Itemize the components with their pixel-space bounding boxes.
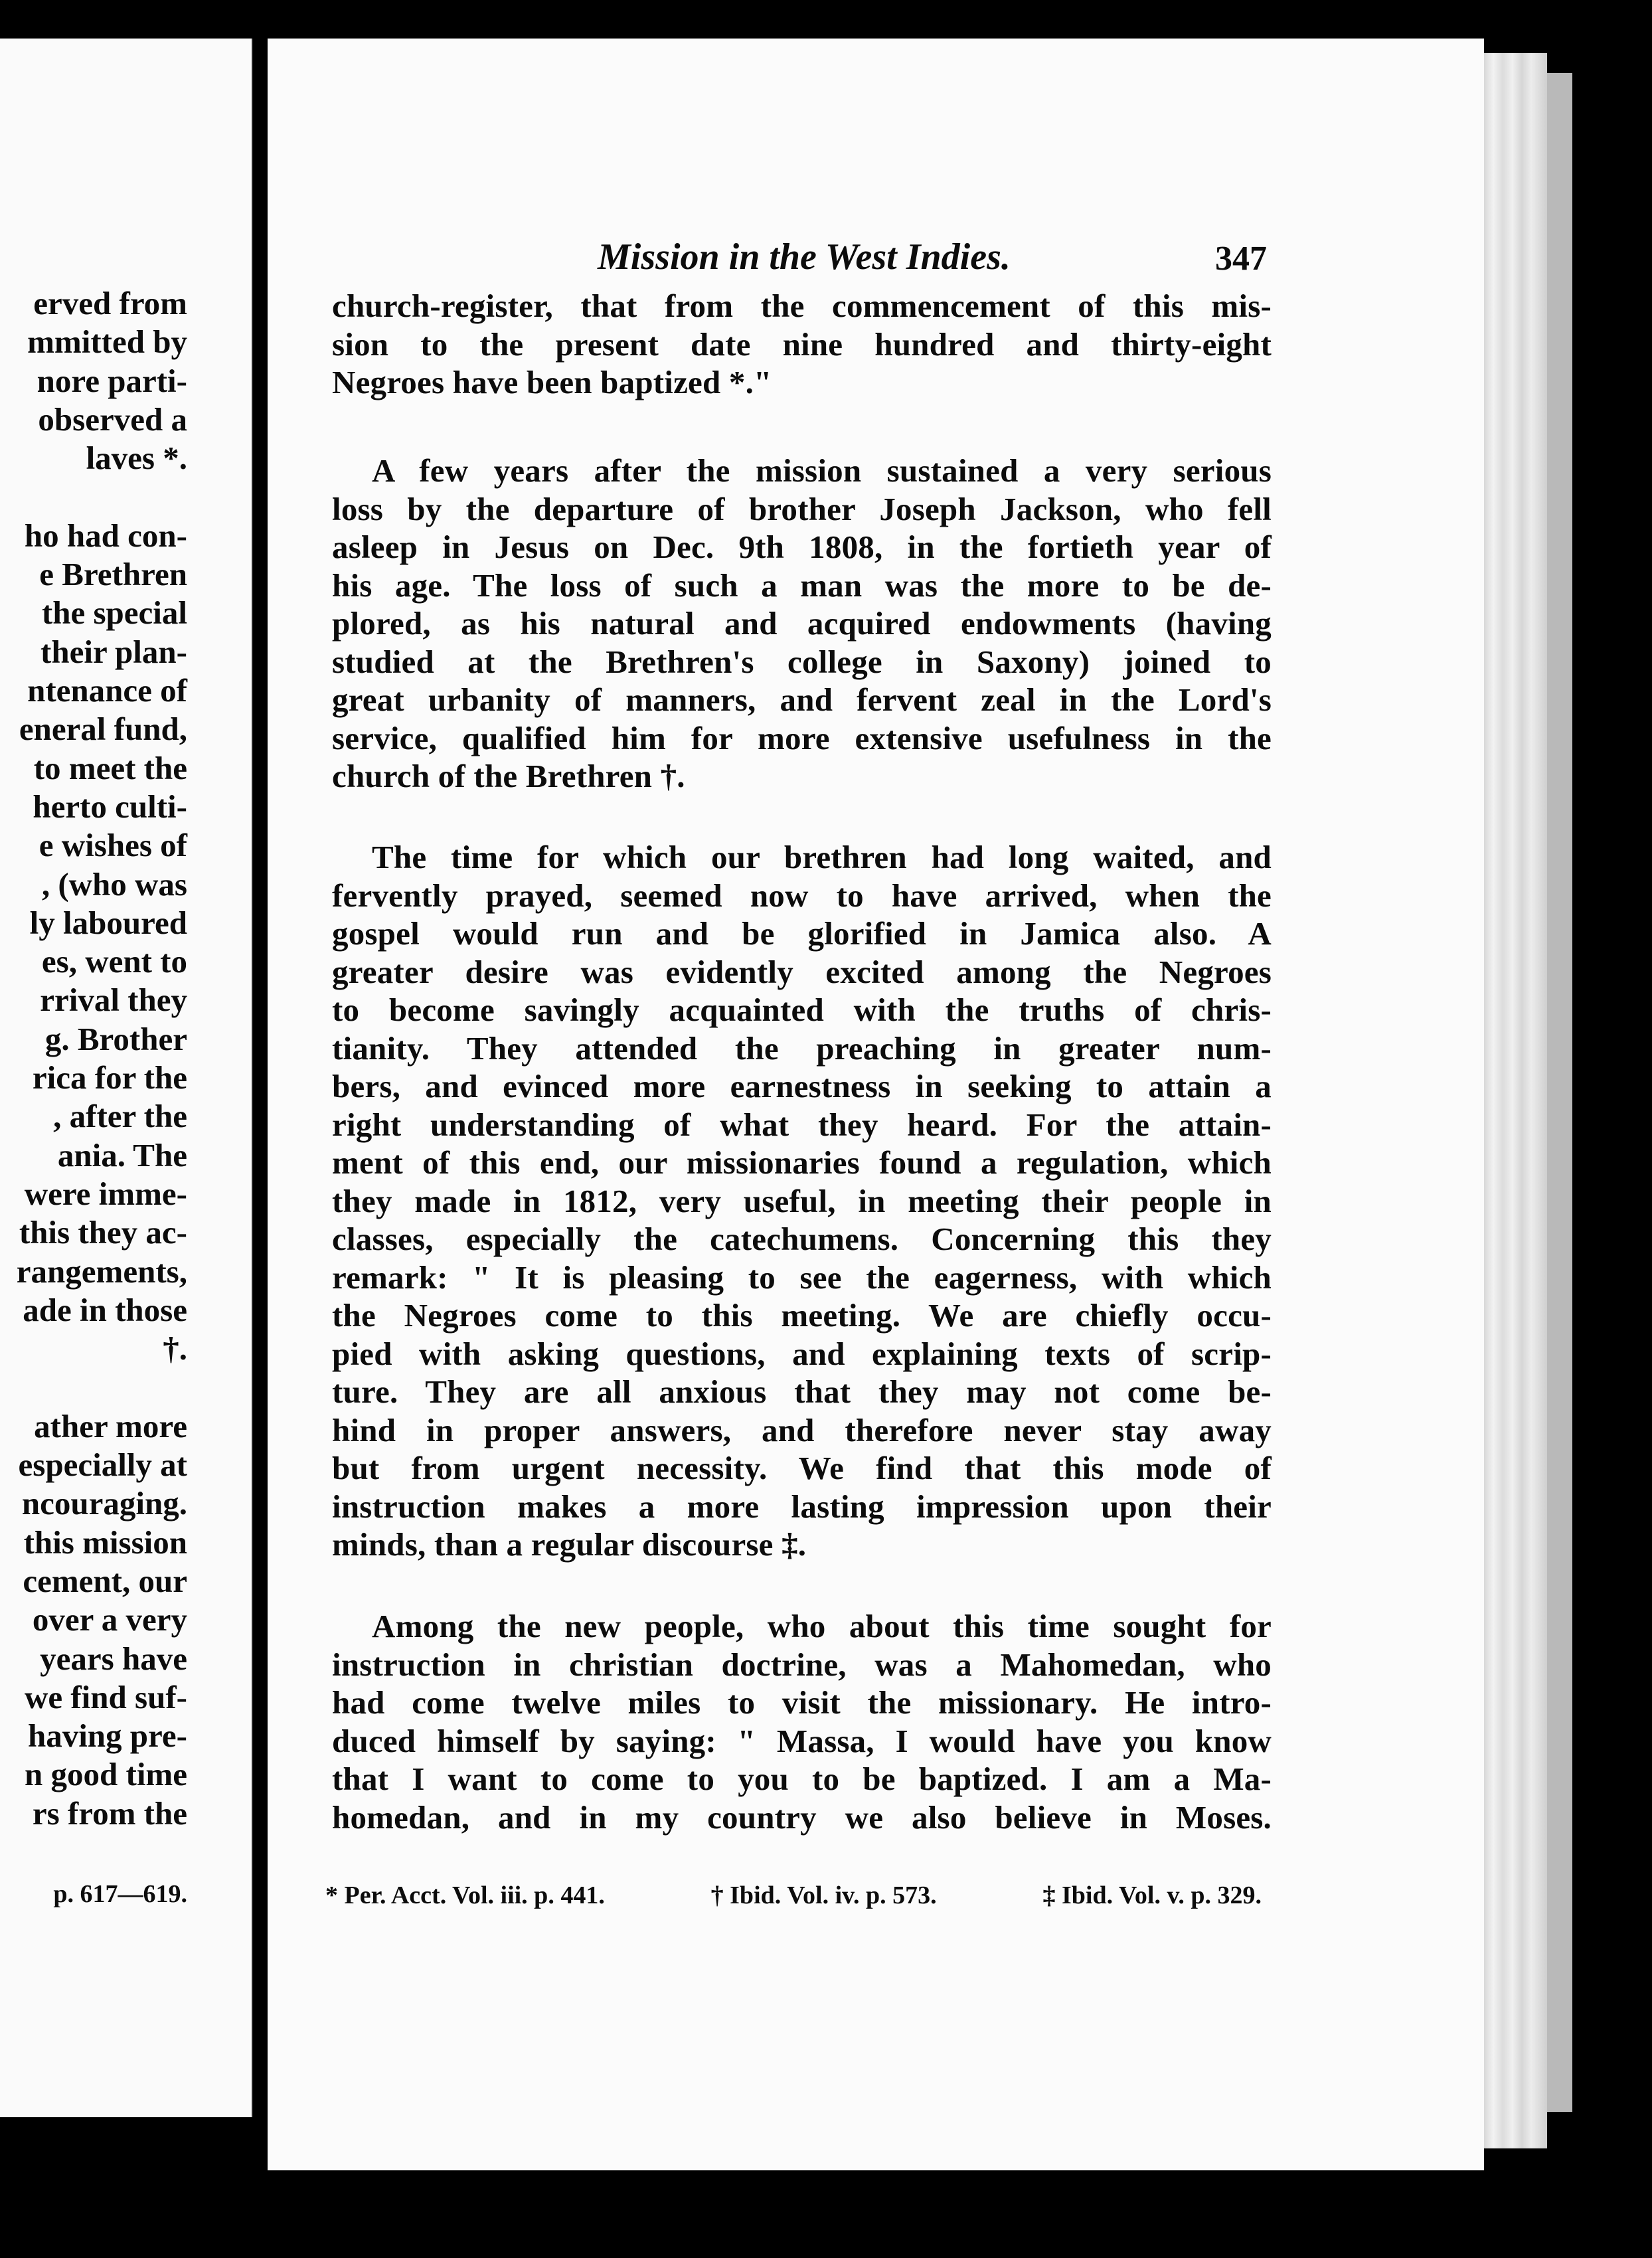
left-page-line: over a very [32, 1601, 187, 1638]
left-page-line: the special [41, 594, 187, 632]
left-page-line: nore parti- [37, 362, 187, 399]
text-line: The time for which our brethren had long waited, and [372, 839, 1272, 875]
left-page-line: we find suf- [24, 1678, 187, 1715]
left-page-line: n good time [25, 1756, 187, 1793]
text-line: sion to the present date nine hundred and thirty-eight [332, 325, 1272, 363]
text-line: loss by the departure of brother Joseph Jackson, who fell [332, 490, 1272, 527]
left-page-line: ho had con- [24, 517, 187, 554]
text-line: classes, especially the catechumens. Concerning this they [332, 1221, 1272, 1257]
left-page-line: ania. The [57, 1136, 187, 1173]
text-line: ture. They are all anxious that they may not come be- [332, 1373, 1272, 1410]
text-line: tianity. They attended the preaching in greater num- [332, 1029, 1272, 1067]
left-page-line: observed a [38, 400, 187, 438]
text-line: homedan, and in my country we also believe in Moses. [332, 1798, 1272, 1836]
left-page-line: g. Brother [44, 1020, 187, 1057]
left-page-line: rs from the [32, 1794, 187, 1832]
text-line: but from urgent necessity. We find that this mode of [332, 1450, 1272, 1486]
text-line: studied at the Brethren's college in Saxony) joined to [332, 643, 1272, 680]
text-line: church-register, that from the commencement of this mis- [332, 288, 1272, 324]
left-page-line: es, went to [41, 943, 187, 980]
left-page-line: cement, our [23, 1562, 187, 1599]
text-line: ment of this end, our missionaries found a regulation, which [332, 1144, 1272, 1181]
left-page-line: having pre- [27, 1717, 187, 1755]
text-line: pied with asking questions, and explaining texts of scrip- [332, 1335, 1272, 1372]
left-page-line: rangements, [16, 1253, 187, 1290]
left-page-line: to meet the [33, 749, 187, 786]
text-line: service, qualified him for more extensive usefulness in the [332, 719, 1272, 756]
text-line: they made in 1812, very useful, in meeting their people in [332, 1182, 1272, 1219]
text-line: right understanding of what they heard. For the attain- [332, 1106, 1272, 1143]
running-title: Mission in the West Indies. [598, 236, 1011, 278]
left-page-line: e wishes of [39, 827, 187, 864]
text-line: duced himself by saying: " Massa, I would have you know [332, 1722, 1272, 1759]
left-page-line: erved from [33, 285, 187, 321]
left-page-line: , after the [53, 1098, 187, 1135]
left-page-line: especially at [18, 1446, 187, 1483]
text-line: plored, as his natural and acquired endowments (having [332, 605, 1272, 642]
text-line: minds, than a regular discourse ‡. [332, 1526, 807, 1563]
left-page-line: herto culti- [33, 788, 187, 825]
text-line: bers, and evinced more earnestness in seeking to attain a [332, 1068, 1272, 1104]
left-page-line: years have [40, 1640, 187, 1677]
footnote: † Ibid. Vol. iv. p. 573. [710, 1881, 937, 1909]
paragraph-1 [332, 287, 1272, 402]
text-line: remark: " It is pleasing to see the eagerness, with which [332, 1259, 1272, 1296]
paragraph-2 [332, 452, 1272, 796]
paragraph-4 [332, 1607, 1272, 1836]
left-page-line: e Brethren [39, 556, 187, 593]
left-page-line: their plan- [41, 633, 187, 670]
text-line: Among the new people, who about this time sought for [372, 1608, 1272, 1644]
text-line: A few years after the mission sustained a very serious [372, 452, 1272, 489]
text-line: to become savingly acquainted with the truths of chris- [332, 992, 1272, 1028]
page-edges [1484, 53, 1547, 2148]
left-page-line: , (who was [41, 865, 187, 903]
text-line: hind in proper answers, and therefore never stay away [332, 1411, 1272, 1448]
text-line: church of the Brethren †. [332, 758, 685, 794]
left-page-line: ather more [34, 1407, 187, 1444]
left-page-line: this mission [23, 1523, 187, 1561]
book-edge [1547, 73, 1572, 2112]
page-number: 347 [1215, 240, 1267, 278]
left-page-line: ncouraging. [21, 1485, 187, 1522]
text-line: instruction makes a more lasting impression upon their [332, 1488, 1272, 1525]
left-page-line: laves *. [86, 440, 187, 477]
left-page-line: this they ac- [19, 1214, 187, 1251]
text-line: gospel would run and be glorified in Jamica also. A [332, 915, 1272, 952]
left-page-line: were imme- [24, 1175, 187, 1212]
text-line: instruction in christian doctrine, was a Mahomedan, who [332, 1646, 1272, 1683]
left-page-line: ly laboured [29, 904, 187, 941]
footnote: ‡ Ibid. Vol. v. p. 329. [1042, 1881, 1262, 1909]
left-page-line: †. [163, 1330, 187, 1367]
text-line: greater desire was evidently excited among the Negroes [332, 953, 1272, 990]
footnotes [325, 1881, 1262, 1910]
text-line: that I want to come to you to be baptized. I am a Ma- [332, 1761, 1272, 1797]
left-page-line: eneral fund, [19, 711, 187, 748]
left-page-line: ntenance of [27, 672, 187, 709]
paragraph-3 [332, 838, 1272, 1564]
left-page-footnote: p. 617—619. [53, 1880, 187, 1908]
text-line: fervently prayed, seemed now to have arrived, when the [332, 877, 1272, 914]
text-line: the Negroes come to this meeting. We are chiefly occu- [332, 1297, 1272, 1334]
left-page-line: mmitted by [27, 323, 187, 361]
text-line: had come twelve miles to visit the missionary. He intro- [332, 1684, 1272, 1721]
text-line: great urbanity of manners, and fervent zeal in the Lord's [332, 681, 1272, 718]
text-line: asleep in Jesus on Dec. 9th 1808, in the fortieth year of [332, 529, 1272, 565]
left-page-line: rica for the [32, 1059, 187, 1096]
text-line: his age. The loss of such a man was the more to be de- [332, 566, 1272, 604]
left-page-line: rrival they [40, 982, 187, 1019]
left-page [0, 39, 252, 2117]
left-page-line: ade in those [23, 1291, 187, 1328]
footnote: * Per. Acct. Vol. iii. p. 441. [325, 1881, 605, 1909]
text-line: Negroes have been baptized *." [332, 364, 772, 400]
